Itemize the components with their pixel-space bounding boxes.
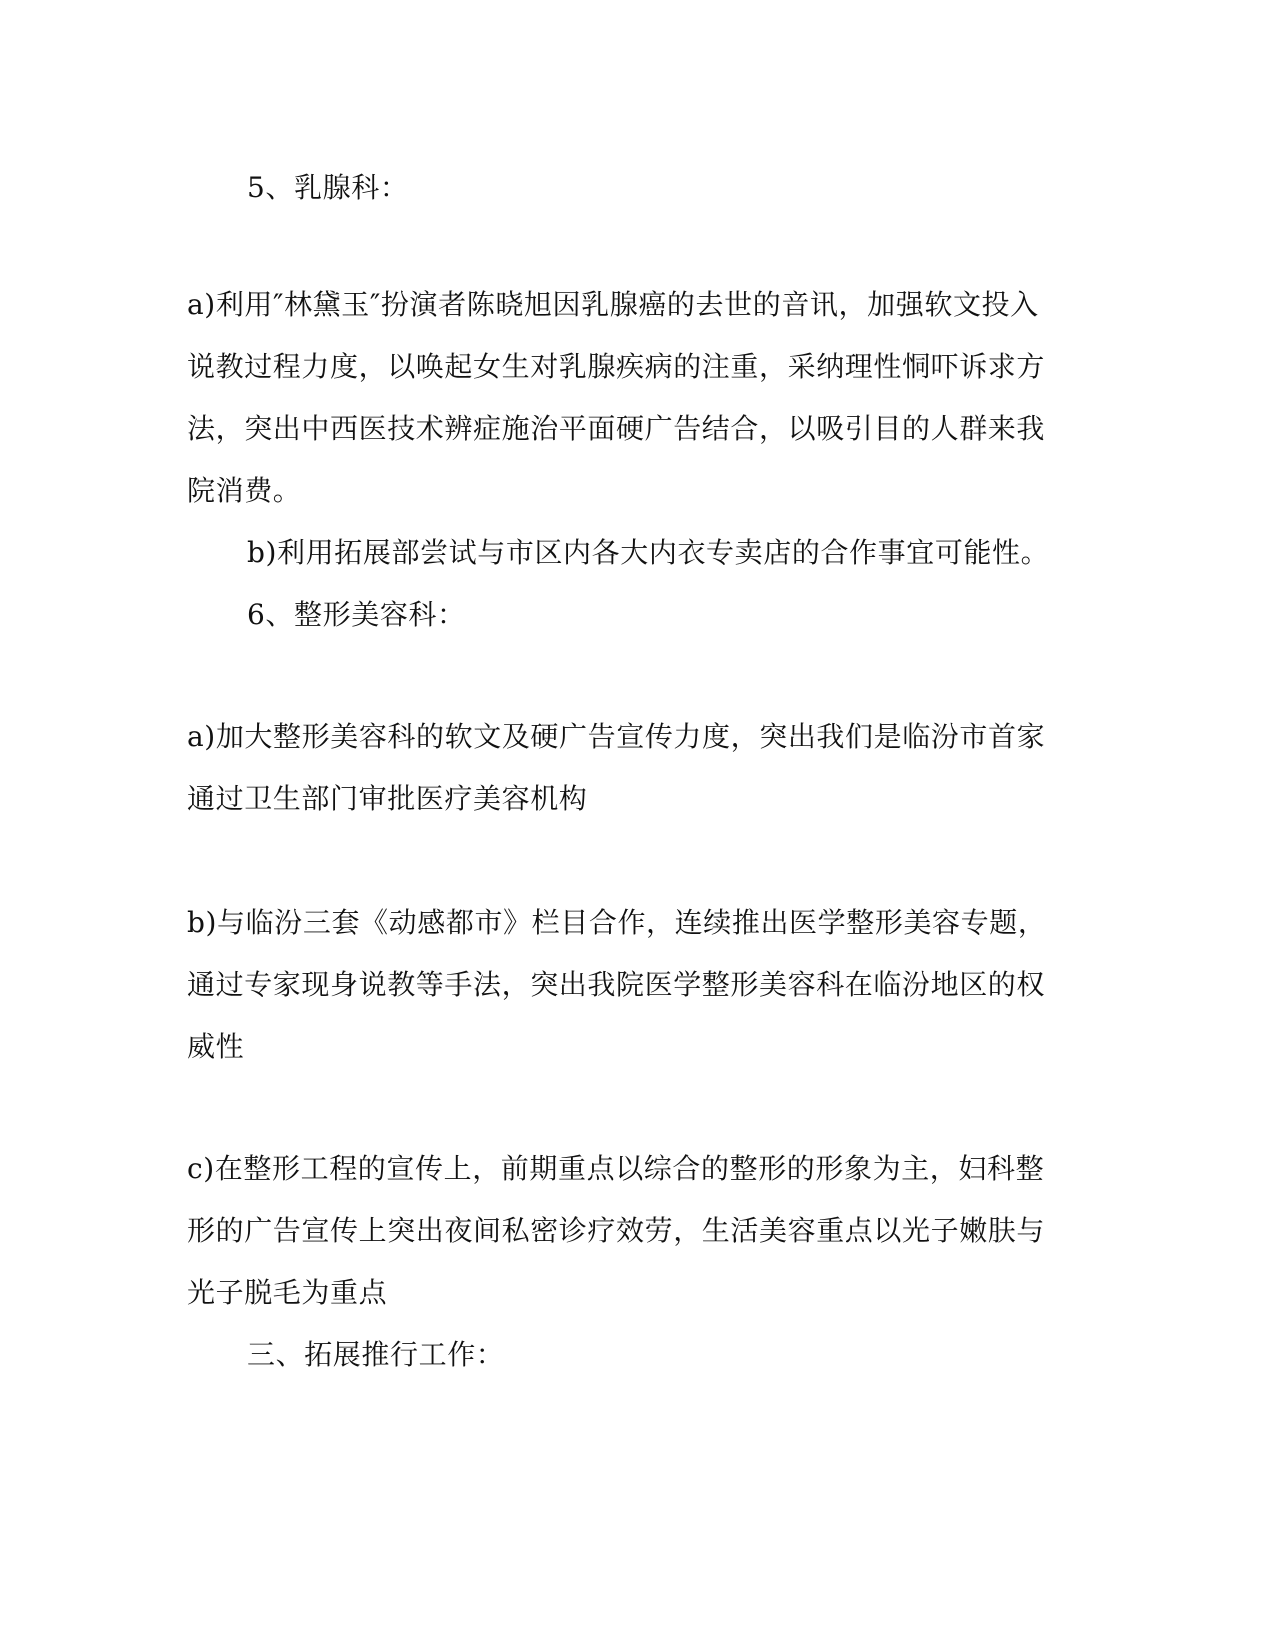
paragraph-line: 通过卫生部门审批医疗美容机构 [187,782,588,815]
paragraph-line: 威性 [187,1030,245,1063]
paragraph-line: b)与临汾三套《动感都市》栏目合作，连续推出医学整形美容专题， [187,906,1047,939]
paragraph-line: 形的广告宣传上突出夜间私密诊疗效劳，生活美容重点以光子嫩肤与 [187,1214,1046,1247]
paragraph-line: c)在整形工程的宣传上，前期重点以综合的整形的形象为主，妇科整 [187,1152,1045,1185]
section-heading-breast: 5、乳腺科： [247,171,409,204]
section-heading-expansion: 三、拓展推行工作： [247,1338,505,1371]
section-heading-plastic-surgery: 6、整形美容科： [247,598,466,631]
paragraph-line: a)利用″林黛玉″扮演者陈晓旭因乳腺癌的去世的音讯，加强软文投入 [187,288,1039,321]
paragraph-line: 院消费。 [187,474,302,507]
paragraph-line: 法，突出中西医技术辨症施治平面硬广告结合，以吸引目的人群来我 [187,412,1046,445]
paragraph-line: 说教过程力度，以唤起女生对乳腺疾病的注重，采纳理性恫吓诉求方 [187,350,1046,383]
paragraph-line: a)加大整形美容科的软文及硬广告宣传力度，突出我们是临汾市首家 [187,720,1046,753]
paragraph-line: 光子脱毛为重点 [187,1276,388,1309]
paragraph-line: 通过专家现身说教等手法，突出我院医学整形美容科在临汾地区的权 [187,968,1046,1001]
paragraph-line: b)利用拓展部尝试与市区内各大内衣专卖店的合作事宜可能性。 [247,536,1050,569]
